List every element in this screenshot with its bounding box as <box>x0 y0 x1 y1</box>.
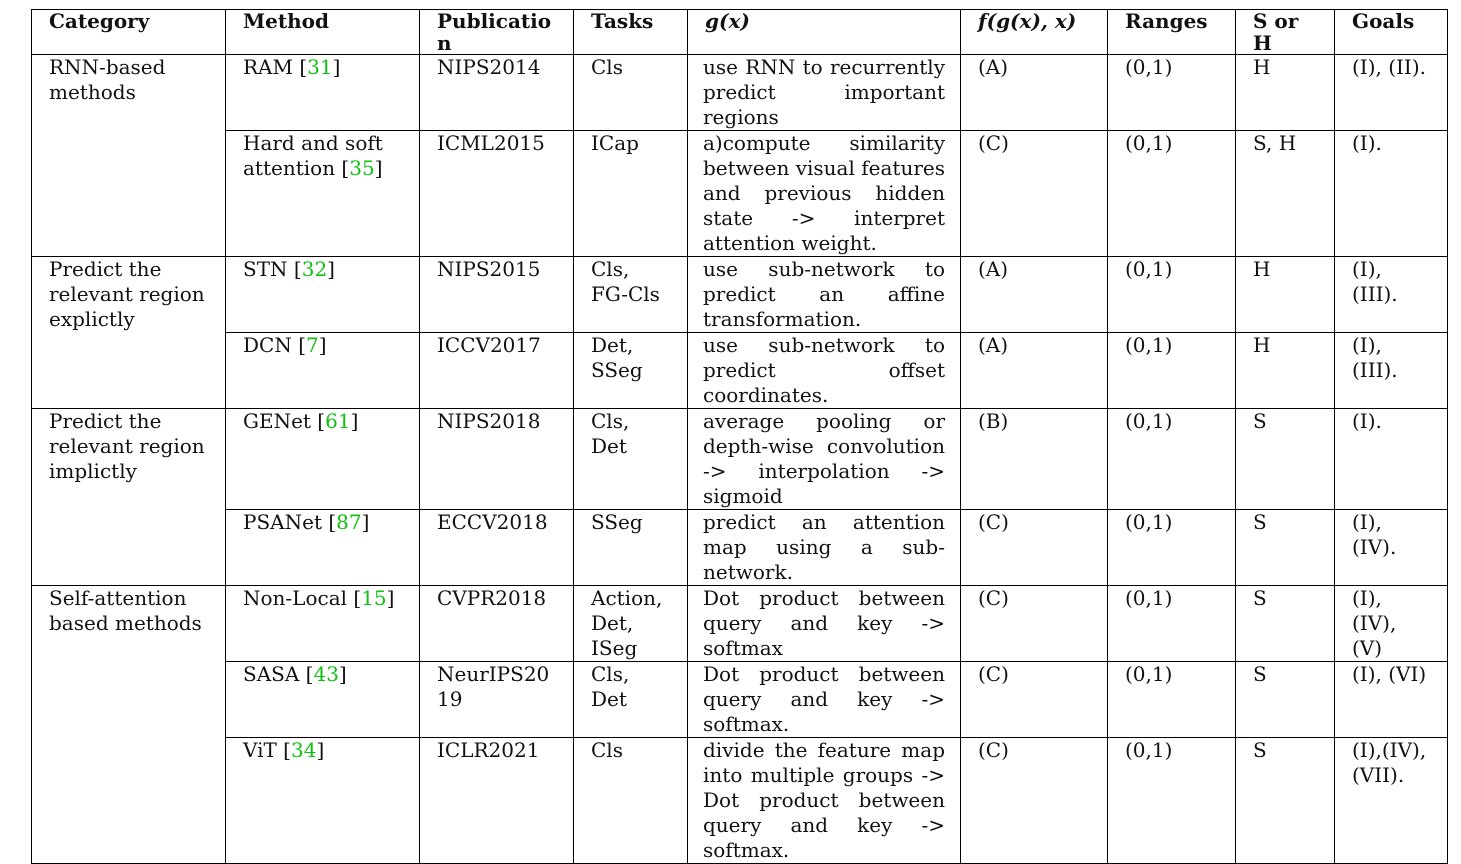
citation-link[interactable]: 87 <box>336 510 362 534</box>
f-cell: (A) <box>961 55 1108 131</box>
ranges-cell: (0,1) <box>1108 131 1236 257</box>
method-cell: STN [32] <box>226 257 420 333</box>
method-name: PSANet <box>243 510 322 534</box>
tasks-cell: Cls, Det <box>574 662 688 738</box>
method-cell: PSANet [87] <box>226 510 420 586</box>
method-name: ViT <box>243 738 277 762</box>
method-cell: Hard and soft attention [35] <box>226 131 420 257</box>
s-or-h-cell: H <box>1236 55 1335 131</box>
goals-cell: (I), (VI) <box>1335 662 1448 738</box>
tasks-cell: Cls, FG-Cls <box>574 257 688 333</box>
method-name: STN <box>243 257 288 281</box>
s-or-h-cell: S <box>1236 510 1335 586</box>
ranges-cell: (0,1) <box>1108 662 1236 738</box>
table-row <box>32 257 1448 333</box>
goals-cell: (I). <box>1335 409 1448 510</box>
ranges-cell: (0,1) <box>1108 257 1236 333</box>
ranges-cell: (0,1) <box>1108 586 1236 662</box>
category-cell: Predict the relevant region implictly <box>32 409 226 586</box>
method-cell: ViT [34] <box>226 738 420 864</box>
header-tasks: Tasks <box>574 10 688 55</box>
table-row <box>32 131 1448 257</box>
ranges-cell: (0,1) <box>1108 409 1236 510</box>
g-description-cell: divide the feature map into multiple groups -> Dot product between query and key -> softmax. <box>688 738 961 864</box>
g-description-cell: Dot product between query and key -> softmax. <box>688 662 961 738</box>
publication-cell: ECCV2018 <box>420 510 574 586</box>
method-cell: DCN [7] <box>226 333 420 409</box>
goals-cell: (I), (IV), (V) <box>1335 586 1448 662</box>
tasks-cell: Cls, Det <box>574 409 688 510</box>
publication-cell: NIPS2018 <box>420 409 574 510</box>
goals-cell: (I), (III). <box>1335 333 1448 409</box>
method-name: SASA <box>243 662 300 686</box>
goals-cell: (I), (III). <box>1335 257 1448 333</box>
citation-link[interactable]: 31 <box>307 55 333 79</box>
ranges-cell: (0,1) <box>1108 510 1236 586</box>
header-g: g(x) <box>688 10 961 55</box>
method-cell: SASA [43] <box>226 662 420 738</box>
f-cell: (C) <box>961 662 1108 738</box>
g-description-cell: use sub-network to predict offset coordinates. <box>688 333 961 409</box>
table-row <box>32 510 1448 586</box>
method-name: Hard and soft attention <box>243 131 383 180</box>
publication-cell: ICLR2021 <box>420 738 574 864</box>
s-or-h-cell: S <box>1236 586 1335 662</box>
f-cell: (A) <box>961 257 1108 333</box>
table-body <box>32 55 1448 864</box>
table-row <box>32 333 1448 409</box>
header-goals: Goals <box>1335 10 1448 55</box>
method-name: GENet <box>243 409 311 433</box>
header-publication: Publication <box>420 10 574 55</box>
f-cell: (C) <box>961 738 1108 864</box>
tasks-cell: ICap <box>574 131 688 257</box>
ranges-cell: (0,1) <box>1108 738 1236 864</box>
header-s-or-h: S or H <box>1236 10 1335 55</box>
table-row <box>32 586 1448 662</box>
table-row <box>32 662 1448 738</box>
citation-link[interactable]: 43 <box>313 662 339 686</box>
citation-link[interactable]: 15 <box>361 586 387 610</box>
citation-link[interactable]: 61 <box>325 409 351 433</box>
header-category: Category <box>32 10 226 55</box>
publication-cell: NIPS2015 <box>420 257 574 333</box>
f-cell: (A) <box>961 333 1108 409</box>
publication-cell: CVPR2018 <box>420 586 574 662</box>
header-f: f(g(x), x) <box>961 10 1108 55</box>
method-name: DCN <box>243 333 292 357</box>
method-name: Non-Local <box>243 586 348 610</box>
g-description-cell: predict an attention map using a sub-network. <box>688 510 961 586</box>
citation-link[interactable]: 34 <box>291 738 317 762</box>
tasks-cell: SSeg <box>574 510 688 586</box>
g-description-cell: a)compute similarity between visual features and previous hidden state -> interpret attention weight. <box>688 131 961 257</box>
citation-link[interactable]: 32 <box>301 257 328 281</box>
tasks-cell: Cls <box>574 55 688 131</box>
method-cell: Non-Local [15] <box>226 586 420 662</box>
header-ranges: Ranges <box>1108 10 1236 55</box>
category-cell: RNN-based methods <box>32 55 226 257</box>
goals-cell: (I). <box>1335 131 1448 257</box>
header-method: Method <box>226 10 420 55</box>
method-cell: GENet [61] <box>226 409 420 510</box>
ranges-cell: (0,1) <box>1108 55 1236 131</box>
tasks-cell: Det, SSeg <box>574 333 688 409</box>
publication-cell: NeurIPS2019 <box>420 662 574 738</box>
s-or-h-cell: S <box>1236 738 1335 864</box>
publication-cell: ICML2015 <box>420 131 574 257</box>
citation-link[interactable]: 35 <box>349 156 375 180</box>
g-description-cell: use sub-network to predict an affine transformation. <box>688 257 961 333</box>
publication-cell: ICCV2017 <box>420 333 574 409</box>
category-cell: Self-attention based methods <box>32 586 226 864</box>
f-cell: (C) <box>961 510 1108 586</box>
attention-methods-table <box>31 9 1448 864</box>
f-cell: (C) <box>961 586 1108 662</box>
goals-cell: (I), (II). <box>1335 55 1448 131</box>
method-cell: RAM [31] <box>226 55 420 131</box>
category-cell: Predict the relevant region explictly <box>32 257 226 409</box>
tasks-cell: Action, Det, ISeg <box>574 586 688 662</box>
g-description-cell: use RNN to recurrently predict important regions <box>688 55 961 131</box>
goals-cell: (I), (IV). <box>1335 510 1448 586</box>
s-or-h-cell: H <box>1236 333 1335 409</box>
f-cell: (B) <box>961 409 1108 510</box>
s-or-h-cell: S <box>1236 662 1335 738</box>
goals-cell: (I),(IV), (VII). <box>1335 738 1448 864</box>
g-description-cell: average pooling or depth-wise convolution -> interpolation -> sigmoid <box>688 409 961 510</box>
s-or-h-cell: H <box>1236 257 1335 333</box>
table-row <box>32 409 1448 510</box>
tasks-cell: Cls <box>574 738 688 864</box>
table-row <box>32 55 1448 131</box>
s-or-h-cell: S, H <box>1236 131 1335 257</box>
citation-link[interactable]: 7 <box>306 333 319 357</box>
g-description-cell: Dot product between query and key -> softmax <box>688 586 961 662</box>
table-row <box>32 738 1448 864</box>
ranges-cell: (0,1) <box>1108 333 1236 409</box>
s-or-h-cell: S <box>1236 409 1335 510</box>
f-cell: (C) <box>961 131 1108 257</box>
header-row <box>32 10 1448 55</box>
method-name: RAM <box>243 55 293 79</box>
publication-cell: NIPS2014 <box>420 55 574 131</box>
